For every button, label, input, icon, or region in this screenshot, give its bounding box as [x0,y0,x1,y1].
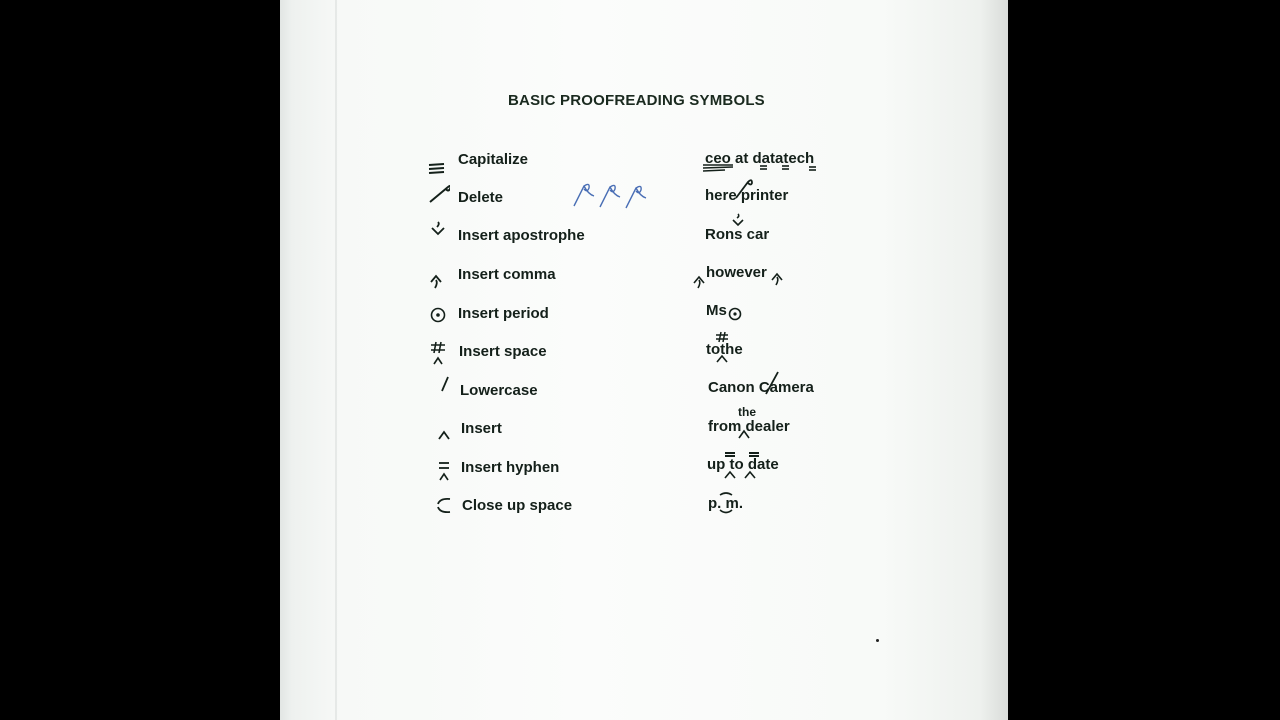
period-mark [727,306,743,322]
label-insert: Insert [461,420,502,437]
close-up-mark [718,490,734,516]
label-capitalize: Capitalize [458,151,529,168]
example-insert-space: tothe [706,341,743,358]
close-up-icon [434,495,456,517]
insert-caret-mark [737,427,751,441]
page-fold-line [335,0,337,720]
example-insert: from dealer [708,418,790,435]
example-insert-hyphen: up to date [707,456,779,473]
paper-speck [876,639,879,642]
circled-period-icon [429,305,451,327]
caret-icon [436,427,458,449]
handwritten-delete-scribbles [570,180,652,210]
document-title: BASIC PROOFREADING SYMBOLS [508,92,765,109]
hyphen-marks [721,450,781,480]
insert-word-the: the [738,405,756,419]
label-delete: Delete [458,189,504,206]
example-insert-period: Ms [706,302,727,319]
example-delete: here printer [705,187,789,204]
triple-underline-icon [428,160,450,182]
capitalize-marks [703,163,833,175]
label-close-up-space: Close up space [462,497,573,514]
delete-loop-icon [428,183,450,205]
label-insert-space: Insert space [459,343,547,360]
example-lowercase: Canon Camera [708,379,814,396]
comma-caret-icon [428,273,450,295]
example-capitalize: ceo at datatech [705,150,815,167]
apostrophe-caret-icon [428,220,450,242]
example-insert-comma: however [706,264,767,281]
example-insert-apostrophe: Rons car [705,226,770,243]
label-insert-hyphen: Insert hyphen [461,459,560,476]
label-insert-period: Insert period [458,305,549,322]
delete-mark [734,178,754,200]
space-hash-icon [428,340,450,368]
apostrophe-mark [730,213,746,229]
space-mark [713,330,731,364]
label-lowercase: Lowercase [460,382,538,399]
lowercase-mark [762,370,782,396]
label-insert-comma: Insert comma [458,266,556,283]
label-insert-apostrophe: Insert apostrophe [458,227,585,244]
hyphen-caret-icon [436,458,458,484]
slash-icon [436,374,458,396]
comma-mark-right [770,271,784,287]
example-close-up-space: p. m. [708,495,744,512]
comma-mark-left [692,274,706,290]
